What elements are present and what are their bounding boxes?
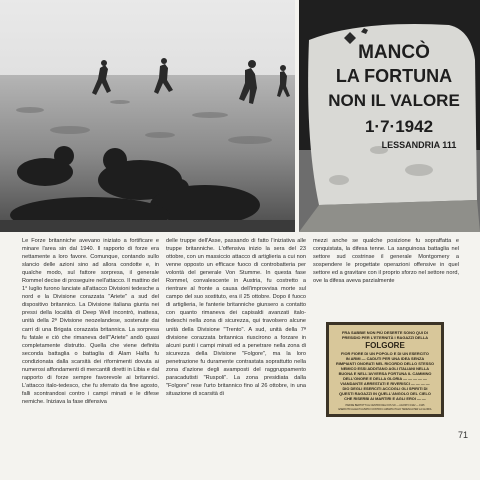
plaque-line-10: DIO DEGLI ESERCITI ACCOGLI GLI SPIRITI DI [342, 386, 428, 391]
photo-soldiers-svg [0, 0, 295, 232]
plaque-line-4: IN ARMI — CADUTI PER UNA IDEA SENZA [345, 356, 425, 361]
plaque-title: FOLGORE [365, 341, 405, 350]
plaque-line-2: PRESIDIO PER L'ETERNITÀ I RAGAZZI DELLA [341, 335, 429, 340]
plaque-folgore [326, 322, 444, 417]
plaque-line-1: FRA SABBIE NON PIÙ DESERTE SONO QUI DI [342, 330, 428, 335]
plaque-line-11: QUESTI RAGAZZI IN QUELL'ANGOLO DEL CIELO [339, 391, 431, 396]
plaque-line-5: RIMPIANTI ONORATI NEL RICORDO DELLO STESSO [336, 361, 434, 366]
photo-soldiers-advancing [0, 0, 295, 232]
text-column-2: delle truppe dell'Asse, passando di fatto l'iniziativa alle truppe britanniche. L'offensiva inizio la sera del 23 ottobre, con un massiccio attacco di artiglieria a cui non venne opposto un efficace fuoco di controbatteria per volontà del generale Von Stumme. In questa fase Rommel, convalescente in Austria, fu costretto a rientrare al fronte a causa dell'improvvisa morte sul campo del suo sostituto, era il 25 ottobre. Dopo il fuoco di artiglieria, le fanterie britanniche giunsero a contatto con quanto rimaneva dei capisaldi avanzati italo-tedeschi nella zona di sicurezza, qui travolsero alcune unità della Divisione "Trento". A sud, unità della 7ª divisione corazzata britannica riuscirono a forzare in alcuni punti i campi minati ed a penetrare nella zona di sicurezza della Divisione "Folgore", ma la loro penetrazione fu duramente contrastata soprattutto nella zona d'azione degli avamposti del raggruppamento paracadutisti "Ruspoli". La zona presidiata dalla "Folgore" rese l'urto britannico fino al 26 ottobre, in una situazione di scarsità di [166, 238, 306, 397]
sign-line-3: NON IL VALORE [328, 91, 460, 110]
page-number: 71 [457, 430, 468, 440]
plaque-svg [326, 322, 444, 417]
text-column-3: mezzi anche se qualche posizione fu sopraffatta e conquistata, la difesa tenne. La sanguinosa battaglia nel settore sud costrinse il generale Montgomery a sospendere le progettate operazioni offensive in quel settore ed a gravitare con il proprio sforzo nel settore nord, ove la difesa aveva parzialmente [313, 238, 459, 285]
plaque-line-9: VIANDANTE ARRESTATI E RIVERISCI — — — — [340, 381, 430, 386]
plaque-line-6: NEMICO ESSI ADDITANO AGLI ITALIANI NELLA [340, 366, 430, 371]
plaque-line-3: FIOR FIORE DI UN POPOLO E DI UN ESERCITO [341, 351, 429, 356]
sign-date: 1·7·1942 [364, 117, 434, 136]
plaque-line-12: CHE RISERBI AI MARTIRI E AGLI EROI — — [344, 396, 426, 401]
sign-place: LESSANDRIA 111 [381, 140, 457, 150]
plaque-line-8: DELL'ONORE E DELLA GLORIA — — — — — [343, 376, 427, 381]
photo-memorial-stone [299, 0, 480, 232]
text-column-1: Le Forze britanniche avevano iniziato a fortificare e minare l'area sin dal 1940. Il rapporto di forze era nettamente a loro favore. Comunque, contando sullo slancio delle azioni sino ad allora condotte e, in qualche modo, sul fattore sorpresa, il generale Rommel decise di proseguire nell'attacco. Il mattino del 1° luglio furono lanciate all'attacco Divisioni tedesche a nord e la Divisione corazzata "Ariete" a sud del dispositivo britannico. La Divisione italiana giunta nei pressi della località di Deep Well incontrò, inattesa, unità della 2ª Divisione neozelandese, sostenute dai carri di una Brigata corazzata britannica. La sorpresa fu fatale e ciò che rimaneva dell'"Ariete" andò quasi completamente distrutto. Quella che viene definita seconda battaglia o battaglia di Alam Halfa fu condizionata dalla scarsità dei rifornimenti dovuta ai numerosi affondamenti di mercantili diretti in Libia e dal rapporto di forze sempre favorevole ai britannici. L'attacco italo-tedesco, che fu sferrato da fine agosto, falli scontrandosi contro i campi minati e le difese nemiche. Iniziava la fase difensiva [22, 238, 159, 405]
sign-line-1: MANCÒ [358, 42, 430, 63]
plaque-small-2: ESERCITO ALLEATI AUSPICI CONTRO L'ARMATA ITALO TEDESCA PER LA GLORIA [338, 408, 432, 411]
photo-memorial-svg [299, 0, 480, 232]
plaque-small-1: PARIDE BERTOTTI AL CENTRO DEL FOS SO — AGOSTO 1942 — 1945 [345, 404, 425, 407]
plaque-line-7: BUONA E NELL'AVVERSA FORTUNA IL CAMMINO [338, 371, 432, 376]
sign-line-2: LA FORTUNA [335, 66, 453, 86]
